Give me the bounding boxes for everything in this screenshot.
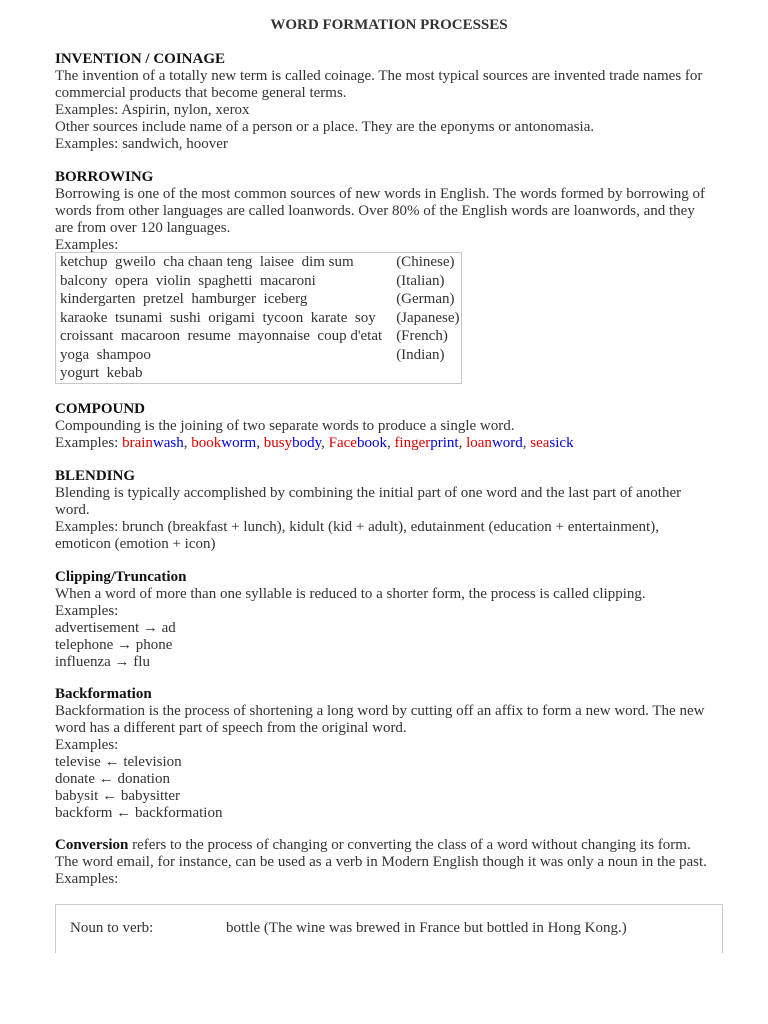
- compound-second-part: wash: [152, 435, 184, 451]
- clipping-paragraph: When a word of more than one syllable is reduced to a shorter form, the process is called clipping.: [55, 586, 646, 602]
- conversion-paragraph: [55, 837, 715, 871]
- borrowing-examples-label: Examples:: [55, 237, 119, 253]
- blending-examples: Examples: brunch (breakfast + lunch), kidult (kid + adult), edutainment (education + entertainment), emoticon (emotion + icon): [55, 519, 659, 552]
- section-compound: [55, 401, 715, 452]
- backformation-example: donate ← donation: [55, 771, 170, 787]
- backformation-example: televise ← television: [55, 754, 182, 770]
- section-invention: [55, 51, 715, 153]
- table-row: [56, 364, 462, 383]
- table-row: [56, 272, 462, 291]
- compound-separator: ,: [458, 435, 467, 451]
- section-borrowing: [55, 169, 715, 254]
- compound-second-part: sick: [549, 435, 574, 451]
- table-row: [56, 327, 462, 346]
- compound-word: [329, 435, 387, 451]
- table-row: [56, 346, 462, 365]
- language-cell: (German): [396, 291, 455, 307]
- compound-first-part: brain: [122, 435, 153, 451]
- compound-first-part: Face: [328, 435, 357, 451]
- language-cell: [386, 364, 462, 383]
- invention-examples-2: Examples: sandwich, hoover: [55, 136, 228, 152]
- compound-separator: ,: [183, 435, 192, 451]
- language-cell: (Italian): [396, 272, 445, 289]
- compound-first-part: loan: [466, 435, 492, 451]
- compound-separator: ,: [522, 435, 531, 451]
- invention-paragraph: The invention of a totally new term is called coinage. The most typical sources are invented trade names for commercial products that become general terms.: [55, 68, 703, 101]
- page-title: WORD FORMATION PROCESSES: [270, 17, 508, 33]
- invention-paragraph-2: Other sources include name of a person or a place. They are the eponyms or antonomasia.: [55, 119, 595, 135]
- table-row: [56, 309, 462, 328]
- table-row: [56, 253, 462, 272]
- section-heading-blending: BLENDING: [55, 468, 136, 484]
- section-blending: [55, 468, 715, 553]
- compound-first-part: busy: [263, 435, 293, 451]
- loanwords-cell: ketchup gweilo cha chaan teng laisee dim sum: [60, 254, 354, 270]
- table-row: [56, 290, 462, 309]
- clipping-example: influenza → flu: [55, 654, 150, 670]
- compound-word: [530, 435, 573, 451]
- conversion-examples-label: Examples:: [55, 871, 119, 887]
- compound-first-part: finger: [394, 435, 431, 451]
- compound-word: [466, 435, 523, 451]
- section-clipping: [55, 569, 715, 671]
- compound-examples-label: Examples:: [55, 435, 123, 451]
- compound-first-part: book: [191, 435, 222, 451]
- section-heading-backformation: Backformation: [55, 686, 152, 702]
- compound-second-part: worm: [221, 435, 257, 451]
- compound-examples-list: [122, 435, 574, 451]
- compound-separator: ,: [321, 435, 329, 451]
- conversion-type-label: Noun to verb:: [70, 920, 154, 936]
- backformation-paragraph: Backformation is the process of shortening a long word by cutting off an affix to form a new word. The new word has a different part of speech from the original word.: [55, 703, 705, 736]
- loanwords-cell: kindergarten pretzel hamburger iceberg: [60, 291, 308, 307]
- compound-second-part: book: [356, 435, 387, 451]
- compound-first-part: sea: [530, 435, 550, 451]
- language-cell: (French): [396, 328, 448, 344]
- loanwords-cell: yogurt kebab: [60, 365, 143, 381]
- section-conversion: [55, 837, 715, 888]
- section-heading-clipping: Clipping/Truncation: [55, 569, 187, 585]
- conversion-term: Conversion: [55, 837, 129, 853]
- loanwords-cell: yoga shampoo: [60, 346, 151, 363]
- compound-word: [394, 435, 458, 451]
- invention-examples: Examples: Aspirin, nylon, xerox: [55, 102, 250, 118]
- backformation-example: babysit ← babysitter: [55, 788, 180, 804]
- loanwords-cell: balcony opera violin spaghetti macaroni: [60, 272, 316, 289]
- section-heading-invention: INVENTION / COINAGE: [55, 51, 226, 67]
- section-backformation: [55, 686, 715, 822]
- conversion-description: refers to the process of changing or converting the class of a word without changing its form. The word email, for instance, can be used as a verb in Modern English though it was only a noun in the past.: [55, 837, 707, 870]
- compound-word: [191, 435, 256, 451]
- loanwords-cell: karaoke tsunami sushi origami tycoon karate soy: [60, 309, 376, 326]
- language-cell: (Chinese): [396, 254, 455, 270]
- section-heading-borrowing: BORROWING: [55, 169, 154, 185]
- compound-separator: ,: [256, 435, 264, 451]
- loanwords-table: [55, 252, 462, 384]
- clipping-example: advertisement → ad: [55, 620, 176, 636]
- backformation-examples-label: Examples:: [55, 737, 119, 753]
- loanwords-cell: croissant macaroon resume mayonnaise coup d'etat: [60, 328, 383, 344]
- compound-paragraph: Compounding is the joining of two separate words to produce a single word.: [55, 418, 515, 434]
- compound-examples-line: [55, 435, 715, 452]
- section-heading-compound: COMPOUND: [55, 401, 145, 417]
- compound-second-part: word: [491, 435, 523, 451]
- conversion-examples-box: [55, 904, 723, 953]
- compound-word: [264, 435, 321, 451]
- borrowing-paragraph: Borrowing is one of the most common sources of new words in English. The words formed by borrowing of words from other languages are called loanwords. Over 80% of the English words are loanwords, and they are from over 120 languages.: [55, 186, 706, 236]
- clipping-examples-label: Examples:: [55, 603, 119, 619]
- compound-second-part: body: [292, 435, 322, 451]
- compound-second-part: print: [430, 435, 459, 451]
- conversion-example: bottle (The wine was brewed in France but bottled in Hong Kong.): [226, 920, 627, 936]
- backformation-example: backform ← backformation: [55, 805, 223, 821]
- clipping-example: telephone → phone: [55, 637, 173, 653]
- compound-word: [122, 435, 184, 451]
- blending-paragraph: Blending is typically accomplished by combining the initial part of one word and the last part of another word.: [55, 485, 682, 518]
- compound-separator: ,: [386, 435, 395, 451]
- language-cell: (Japanese): [396, 309, 460, 326]
- language-cell: (Indian): [396, 346, 445, 363]
